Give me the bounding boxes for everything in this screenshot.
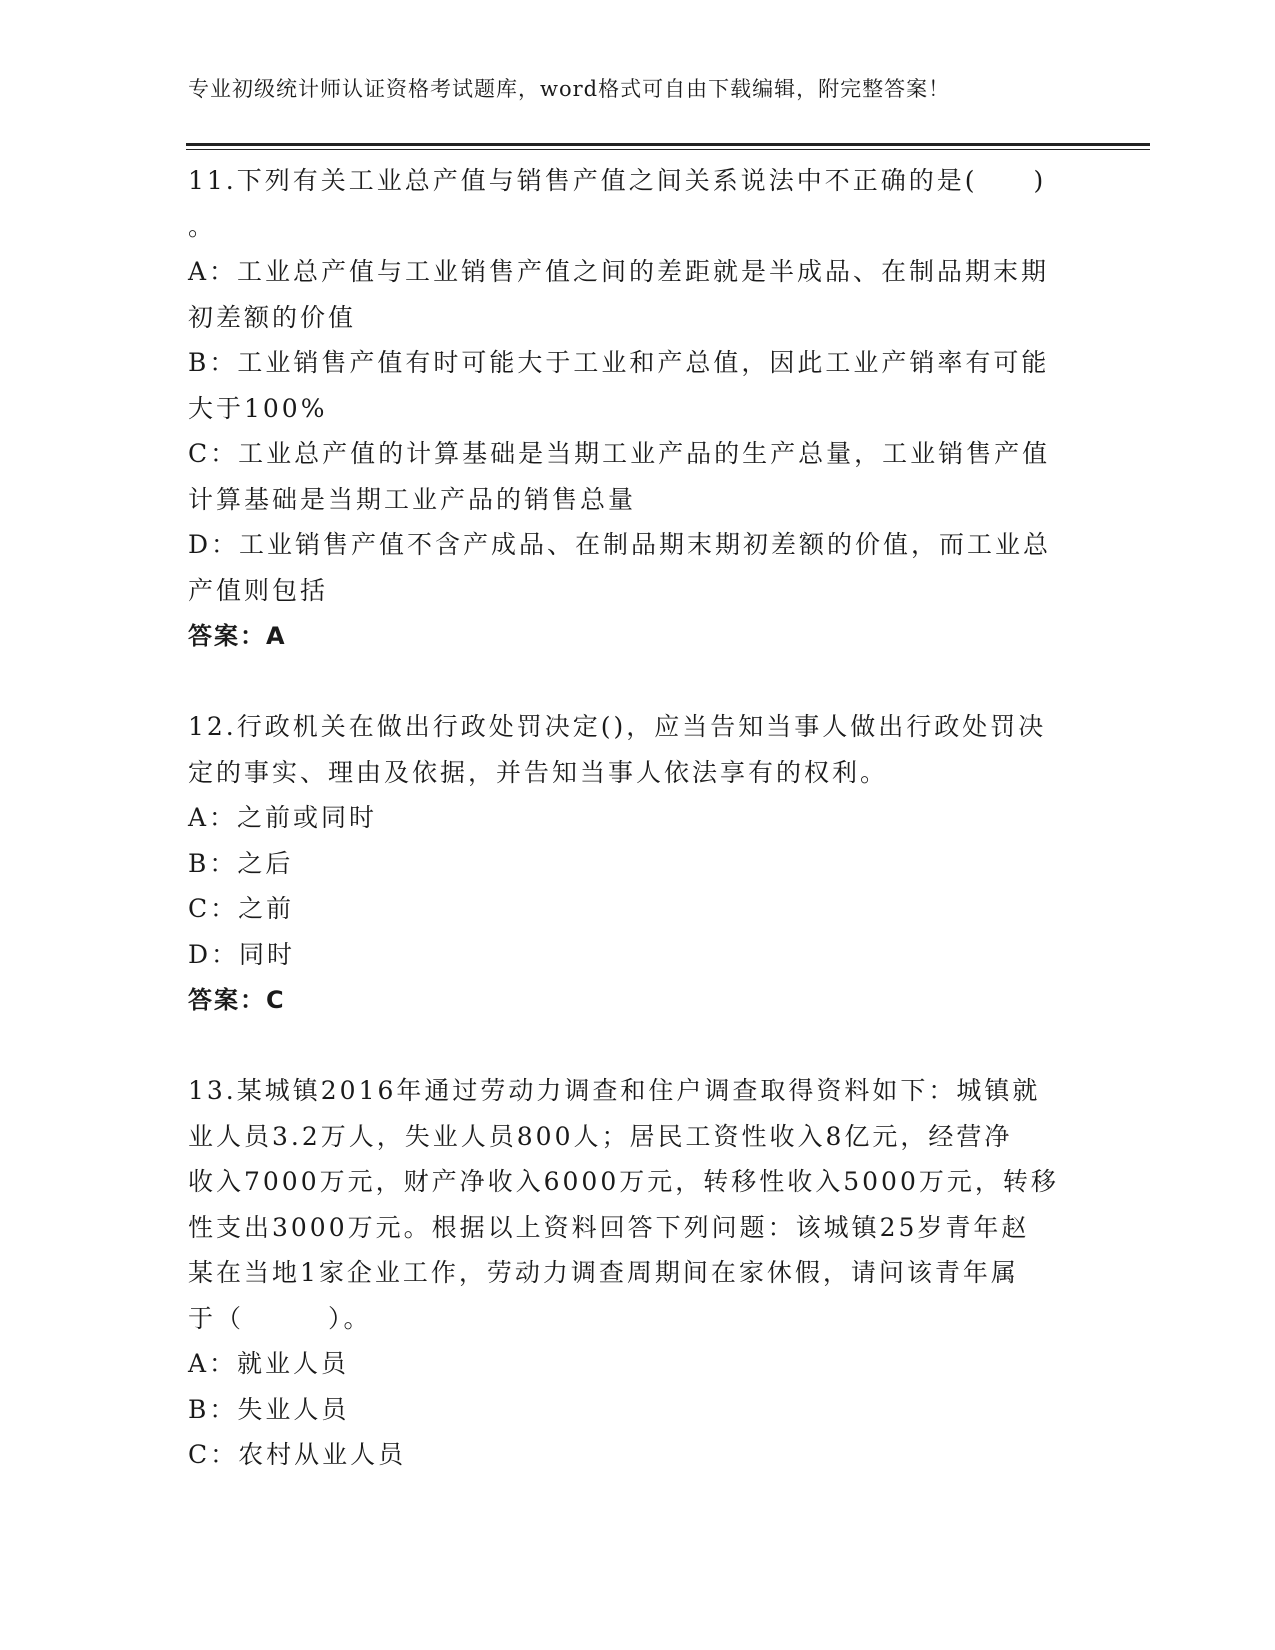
question-list bbox=[188, 158, 1068, 1478]
option-a-line: A：工业总产值与工业销售产值之间的差距就是半成品、在制品期末期 bbox=[188, 257, 1050, 286]
answer-label: 答案：C bbox=[188, 986, 286, 1014]
option-c-line: 计算基础是当期工业产品的销售总量 bbox=[188, 484, 637, 514]
option-a-line: 初差额的价值 bbox=[188, 302, 357, 332]
answer-label: 答案：A bbox=[188, 622, 287, 650]
question-13 bbox=[188, 1068, 1068, 1478]
question-stem-line: 某在当地1家企业工作，劳动力调查周期间在家休假，请问该青年属 bbox=[188, 1258, 1019, 1287]
option-b-line: 大于100% bbox=[188, 393, 328, 423]
option-c-line: C：农村从业人员 bbox=[188, 1440, 407, 1469]
question-stem-line: 12.行政机关在做出行政处罚决定()，应当告知当事人做出行政处罚决 bbox=[188, 712, 1047, 741]
option-b-line: B：失业人员 bbox=[188, 1394, 350, 1424]
question-stem-line: 于（ ）。 bbox=[188, 1303, 372, 1333]
question-stem-line: 11.下列有关工业总产值与销售产值之间关系说法中不正确的是( ) bbox=[188, 166, 1047, 195]
option-d-line: D：同时 bbox=[188, 939, 296, 969]
question-stem-line: 13.某城镇2016年通过劳动力调查和住户调查取得资料如下：城镇就 bbox=[188, 1076, 1041, 1105]
option-b-line: B：之后 bbox=[188, 848, 294, 878]
option-c-line: C：工业总产值的计算基础是当期工业产品的生产总量，工业销售产值 bbox=[188, 439, 1051, 468]
question-spacer bbox=[188, 1023, 1068, 1068]
question-12 bbox=[188, 704, 1068, 1023]
header-rule-thick bbox=[186, 143, 1150, 146]
option-a-line: A：就业人员 bbox=[188, 1349, 350, 1378]
option-a-line: A：之前或同时 bbox=[188, 803, 378, 832]
question-stem-line: 业人员3.2万人，失业人员800人；居民工资性收入8亿元，经营净 bbox=[188, 1121, 1013, 1151]
question-spacer bbox=[188, 659, 1068, 704]
option-d-line: D：工业销售产值不含产成品、在制品期末期初差额的价值，而工业总 bbox=[188, 530, 1052, 559]
question-11 bbox=[188, 158, 1068, 659]
question-stem-line: 定的事实、理由及依据，并告知当事人依法享有的权利。 bbox=[188, 757, 889, 787]
header-rule-thin bbox=[186, 149, 1150, 150]
page-header: 专业初级统计师认证资格考试题库，word格式可自由下载编辑，附完整答案！ bbox=[188, 77, 951, 101]
option-c-line: C：之前 bbox=[188, 894, 295, 923]
question-stem-line: 性支出3000万元。根据以上资料回答下列问题：该城镇25岁青年赵 bbox=[188, 1212, 1030, 1242]
question-stem-line: 。 bbox=[188, 211, 217, 241]
question-stem-line: 收入7000万元，财产净收入6000万元，转移性收入5000万元，转移 bbox=[188, 1167, 1059, 1196]
option-b-line: B：工业销售产值有时可能大于工业和产总值，因此工业产销率有可能 bbox=[188, 348, 1050, 377]
option-d-line: 产值则包括 bbox=[188, 575, 329, 605]
